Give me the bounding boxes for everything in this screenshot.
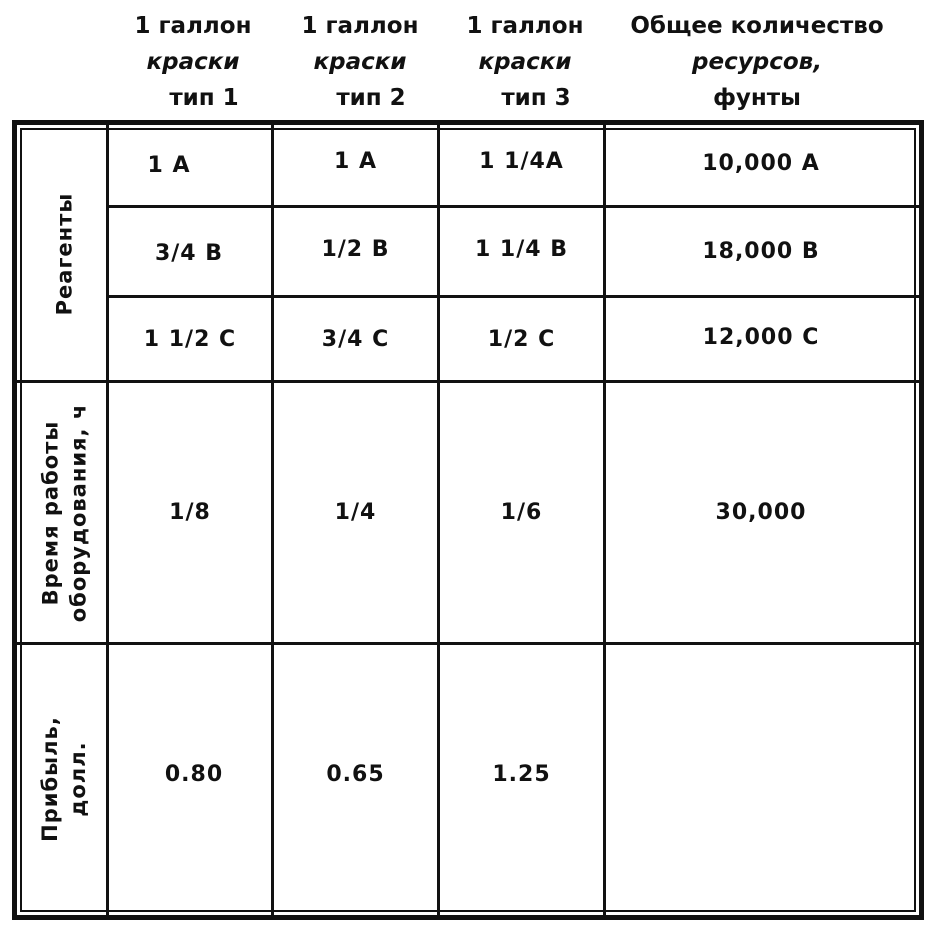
table-cell: 18,000 B (702, 239, 820, 264)
row-group-label: Время работы (38, 420, 62, 605)
table-cell: 12,000 C (702, 324, 820, 350)
column-header-line: тип 1 (169, 85, 239, 111)
table-cell: 1.25 (492, 761, 551, 787)
table-cell: 1/2 C (487, 326, 556, 352)
row-group-label: Реагенты (52, 192, 77, 316)
table-cell: 3/4 C (321, 326, 390, 352)
row-group-label: Прибыль, (38, 715, 62, 842)
table-cell: 3/4 B (154, 241, 224, 266)
column-header-line: краски (313, 49, 407, 75)
table-cell: 0.80 (164, 761, 224, 787)
column-header-paint-type-2 (275, 8, 445, 116)
table-cell: 1 A (147, 153, 191, 178)
row-group-machine-time (22, 383, 106, 642)
row-group-label: долл. (66, 740, 90, 817)
table-cell (606, 645, 916, 903)
column-header-line: Общее количество (630, 13, 884, 39)
column-header-line: краски (478, 49, 572, 75)
column-header-line: 1 галлон (466, 13, 584, 39)
row-group-reagents (22, 128, 106, 380)
table-cell: 0.65 (326, 761, 385, 787)
column-header-line: 1 галлон (134, 13, 252, 39)
table-cell: 1/4 (334, 500, 377, 525)
column-header-line: 1 галлон (301, 13, 419, 39)
row-group-label: оборудования, ч (66, 403, 90, 622)
column-header-total-resources (612, 8, 902, 116)
column-header-line: тип 2 (336, 85, 406, 111)
row-group-profit (22, 645, 106, 912)
table-cell: 1 A (334, 149, 377, 174)
table-cell: 1 1/4A (479, 149, 564, 174)
column-header-line: краски (146, 49, 240, 75)
column-header-paint-type-3 (440, 8, 610, 116)
column-header-paint-type-1 (108, 8, 278, 116)
table-cell: 1/8 (169, 500, 211, 525)
table-cell: 1 1/2 C (143, 326, 237, 352)
table-cell: 1/2 B (321, 237, 390, 262)
table-cell: 30,000 (715, 500, 807, 525)
table-cell: 1/6 (500, 500, 543, 525)
column-header-line: тип 3 (501, 85, 571, 111)
table-cell: 1 1/4 B (474, 237, 569, 262)
column-header-line: ресурсов, (692, 49, 822, 75)
table-cell: 10,000 A (702, 151, 820, 176)
column-header-line: фунты (713, 85, 801, 111)
